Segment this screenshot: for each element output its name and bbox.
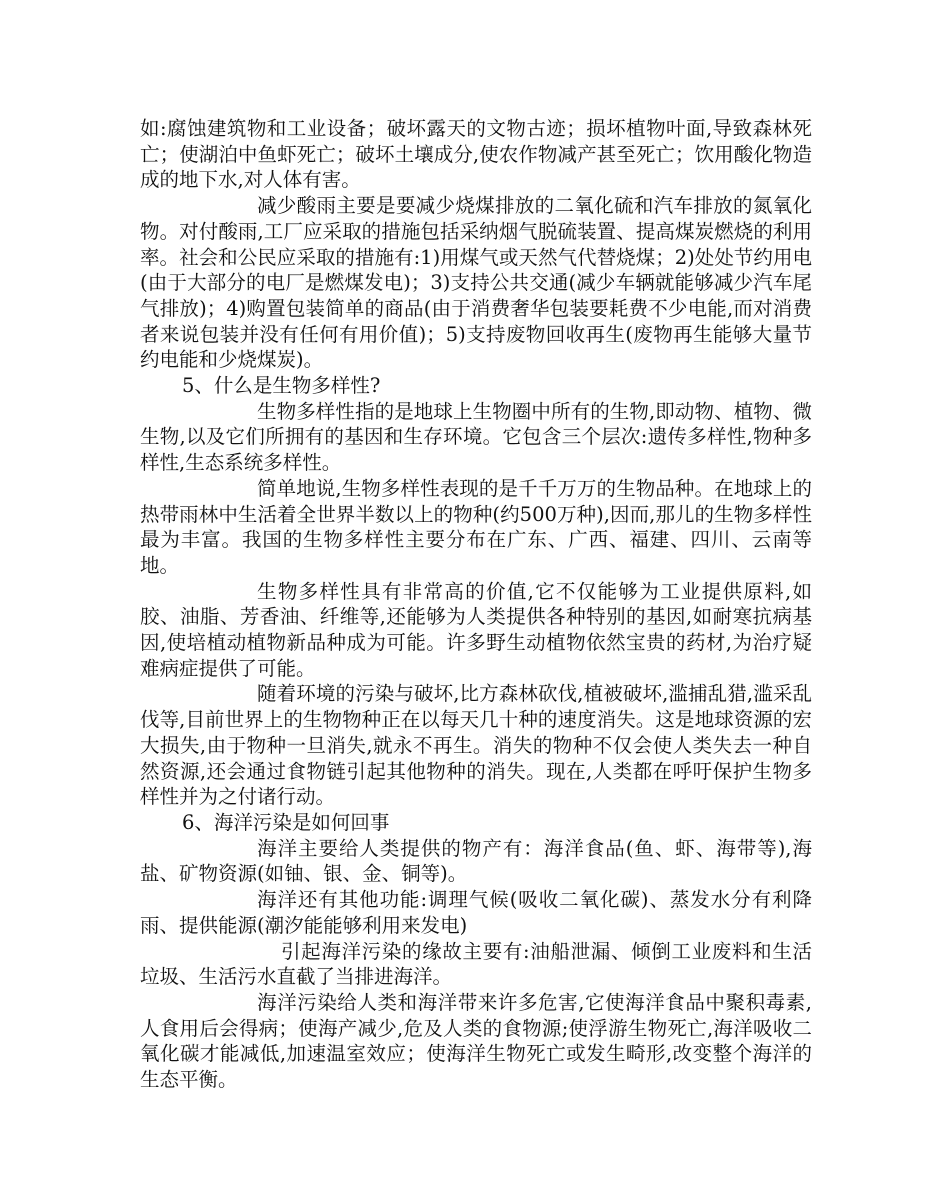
- paragraph-biodiversity-loss: 随着环境的污染与破坏,比方森林砍伐,植被破坏,滥捕乱猎,滥采乱伐等,目前世界上的生物物种正在以每天几十种的速度消失。这是地球资源的宏大损失,由于物种一旦消失,就永不再生。消失的物种不仅会使人类失去一种自然资源,还会通过食物链引起其他物种的消失。现在,人类都在呼吁保护生物多样性并为之付诸行动。: [140, 682, 812, 809]
- paragraph-ocean-pollution-harm: 海洋污染给人类和海洋带来许多危害,它使海洋食品中聚积毒素,人食用后会得病；使海产减少,危及人类的食物源;使浮游生物死亡,海洋吸收二氧化碳才能减低,加速温室效应；使海洋生物死亡或发生畸形,改变整个海洋的生态平衡。: [140, 990, 812, 1092]
- document-page: [140, 116, 812, 1093]
- paragraph-biodiversity-definition: 生物多样性指的是地球上生物圈中所有的生物,即动物、植物、微生物,以及它们所拥有的基因和生存环境。它包含三个层次:遗传多样性,物种多样性,生态系统多样性。: [140, 399, 812, 475]
- paragraph-ocean-pollution-causes: 引起海洋污染的缘故主要有:油船泄漏、倾倒工业废料和生活垃圾、生活污水直截了当排进海洋。: [140, 939, 812, 989]
- paragraph-acid-rain-measures: 减少酸雨主要是要减少烧煤排放的二氧化硫和汽车排放的氮氧化物。对付酸雨,工厂应采取的措施包括采纳烟气脱硫装置、提高煤炭燃烧的利用率。社会和公民应采取的措施有:1)用煤气或天然气代替烧煤；2)处处节约用电(由于大部分的电厂是燃煤发电)；3)支持公共交通(减少车辆就能够减少汽车尾气排放)；4)购置包装简单的商品(由于消费奢华包装要耗费不少电能,而对消费者来说包装并没有任何有用价值)；5)支持废物回收再生(废物再生能够大量节约电能和少烧煤炭)。: [140, 194, 812, 372]
- paragraph-acid-rain-harm: 如:腐蚀建筑物和工业设备；破坏露天的文物古迹；损坏植物叶面,导致森林死亡；使湖泊中鱼虾死亡；破坏土壤成分,使农作物减产甚至死亡；饮用酸化物造成的地下水,对人体有害。: [140, 117, 812, 192]
- section-heading-biodiversity: 5、什么是生物多样性?: [182, 374, 381, 398]
- paragraph-biodiversity-value: 生物多样性具有非常高的价值,它不仅能够为工业提供原料,如胶、油脂、芳香油、纤维等,还能够为人类提供各种特别的基因,如耐寒抗病基因,使培植动植物新品种成为可能。许多野生动植物依然宝贵的药材,为治疗疑难病症提供了可能。: [140, 579, 812, 680]
- paragraph-biodiversity-distribution: 简单地说,生物多样性表现的是千千万万的生物品种。在地球上的热带雨林中生活着全世界半数以上的物种(约500万种),因而,那儿的生物多样性最为丰富。我国的生物多样性主要分布在广东、广西、福建、四川、云南等地。: [140, 476, 812, 577]
- paragraph-ocean-functions: 海洋还有其他功能:调理气候(吸收二氧化碳)、蒸发水分有利降雨、提供能源(潮汐能能够利用来发电): [140, 888, 812, 937]
- paragraph-ocean-products: 海洋主要给人类提供的物产有：海洋食品(鱼、虾、海带等),海盐、矿物资源(如铀、银、金、铜等)。: [140, 836, 812, 886]
- section-heading-ocean-pollution: 6、海洋污染是如何回事: [182, 810, 390, 834]
